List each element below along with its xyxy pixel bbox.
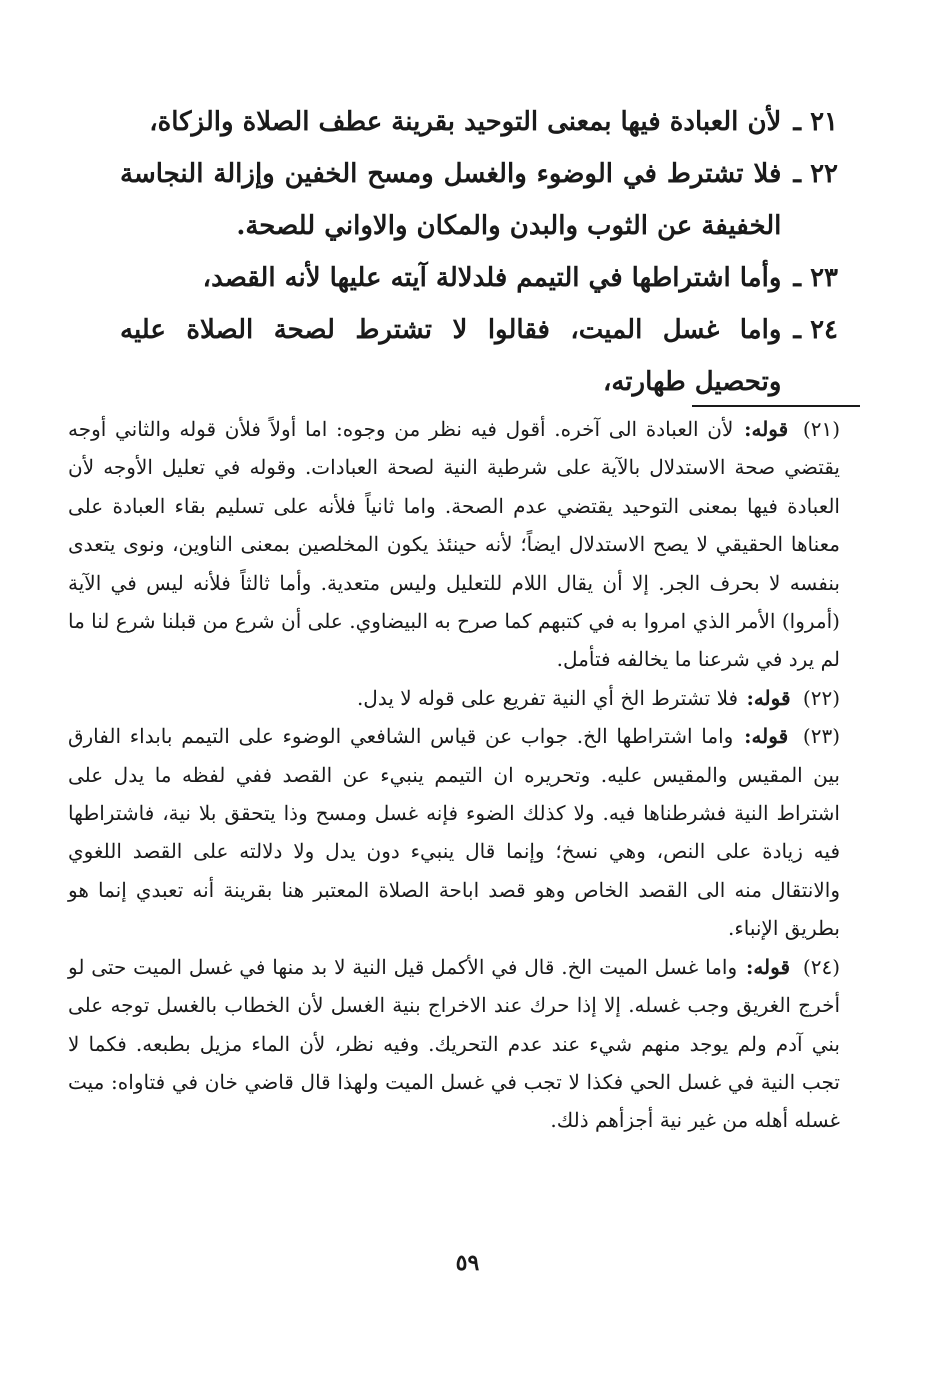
note-number: (٢١) [802, 417, 841, 441]
item-text: وأما اشتراطها في التيمم فلدلالة آيته عليها لأنه القصد، [202, 263, 782, 293]
note-text: فلا تشترط الخ أي النية تفريع على قوله لا يدل. [356, 685, 739, 710]
note-number: (٢٣) [802, 724, 841, 749]
note-text: واما اشتراطها الخ. جواب عن قياس الشافعي الوضوء على التيمم بابداء الفارق بين المقيس والمقيس عليه. وتحريره ان التيمم ينبيء عن القصد ففي لفظه ما يدل على اشتراط النية فشرطناها فيه. ولا كذلك الضوء فإنه غسل ومسح وذا يتحقق بلا نية، فاشتراطها فيه زيادة على النص، وهي نسخ؛ وإنما قال ينبيء دون يدل ولا دلالته على القصد اللغوي والانتقال منه الى القصد الخاص وهو قصد اباحة الصلاة المعتبر هنا بقرينة أنه تعبدي إنما هو بطريق الإنباء. [68, 724, 840, 941]
commentary-notes [68, 410, 840, 1140]
note-keyword: قوله: [744, 417, 789, 441]
page-number: ٥٩ [455, 1250, 480, 1276]
item-text: واما غسل الميت، فقالوا لا تشترط لصحة الصلاة عليه وتحصيل طهارته، [120, 315, 782, 397]
main-item-21 [120, 96, 838, 148]
note-text: لأن العبادة الى آخره. أقول فيه نظر من وجوه: اما أولاً فلأن قوله والثاني أوجه يقتضي صحة الاستدلال بالآية على شرطية النية لصحة العبادات. وقوله في تعليل الأوجه لأن العبادة فيها بمعنى التوحيد يقتضي عدم الصحة. واما ثانياً فلأنه على تسليم بقاء العبادة على معناها الحقيقي لا يصح الاستدلال ايضاً؛ لأنه حينئذ يكون المخلصين بمعنى الناوين، ونوى يتعدى بنفسه لا بحرف الجر. إلا أن يقال اللام للتعليل وليس متعدية. وأما ثالثاً فلأنه ليس في الآية (أمروا) الأمر الذي امروا به في كتبهم كما صرح به البيضاوي. على أن شرع من قبلنا شرع لنا ما لم يرد في شرعنا ما يخالفه فتأمل. [68, 417, 840, 672]
note-number: (٢٢) [802, 685, 840, 710]
footnote-divider [692, 405, 860, 407]
item-number: ٢٢ ـ [793, 159, 838, 189]
note-21 [68, 410, 840, 679]
note-24 [68, 948, 840, 1140]
note-number: (٢٤) [802, 954, 840, 979]
note-keyword: قوله: [745, 954, 791, 979]
item-number: ٢١ ـ [793, 107, 838, 137]
main-text [120, 96, 838, 408]
note-text: واما غسل الميت الخ. قال في الأكمل قيل النية لا بد منها في غسل الميت حتى لو أخرج الغريق وجب غسله. إلا إذا حرك عند الاخراج بنية الغسل لأن الخطاب بالغسل توجه على بني آدم ولم يوجد منهم شيء عند عدم التحريك. وفيه نظر، لأن الماء مزيل بطبعه. فكما لا تجب النية في غسل الحي فكذا لا تجب في غسل الميت ولهذا قال قاضي خان في فتاواه: ميت غسله أهله من غير نية أجزأهم ذلك. [68, 954, 840, 1133]
main-item-24 [120, 304, 838, 408]
note-22 [68, 679, 840, 717]
item-text: فلا تشترط في الوضوء والغسل ومسح الخفين وإزالة النجاسة الخفيفة عن الثوب والبدن والمكان والاواني للصحة. [120, 159, 782, 241]
main-item-23 [120, 252, 838, 304]
note-23 [68, 717, 840, 947]
main-item-22 [120, 148, 838, 252]
note-keyword: قوله: [746, 685, 791, 710]
item-number: ٢٤ ـ [793, 315, 838, 345]
item-number: ٢٣ ـ [793, 263, 838, 293]
note-keyword: قوله: [744, 724, 789, 749]
item-text: لأن العبادة فيها بمعنى التوحيد بقرينة عطف الصلاة والزكاة، [149, 107, 782, 137]
